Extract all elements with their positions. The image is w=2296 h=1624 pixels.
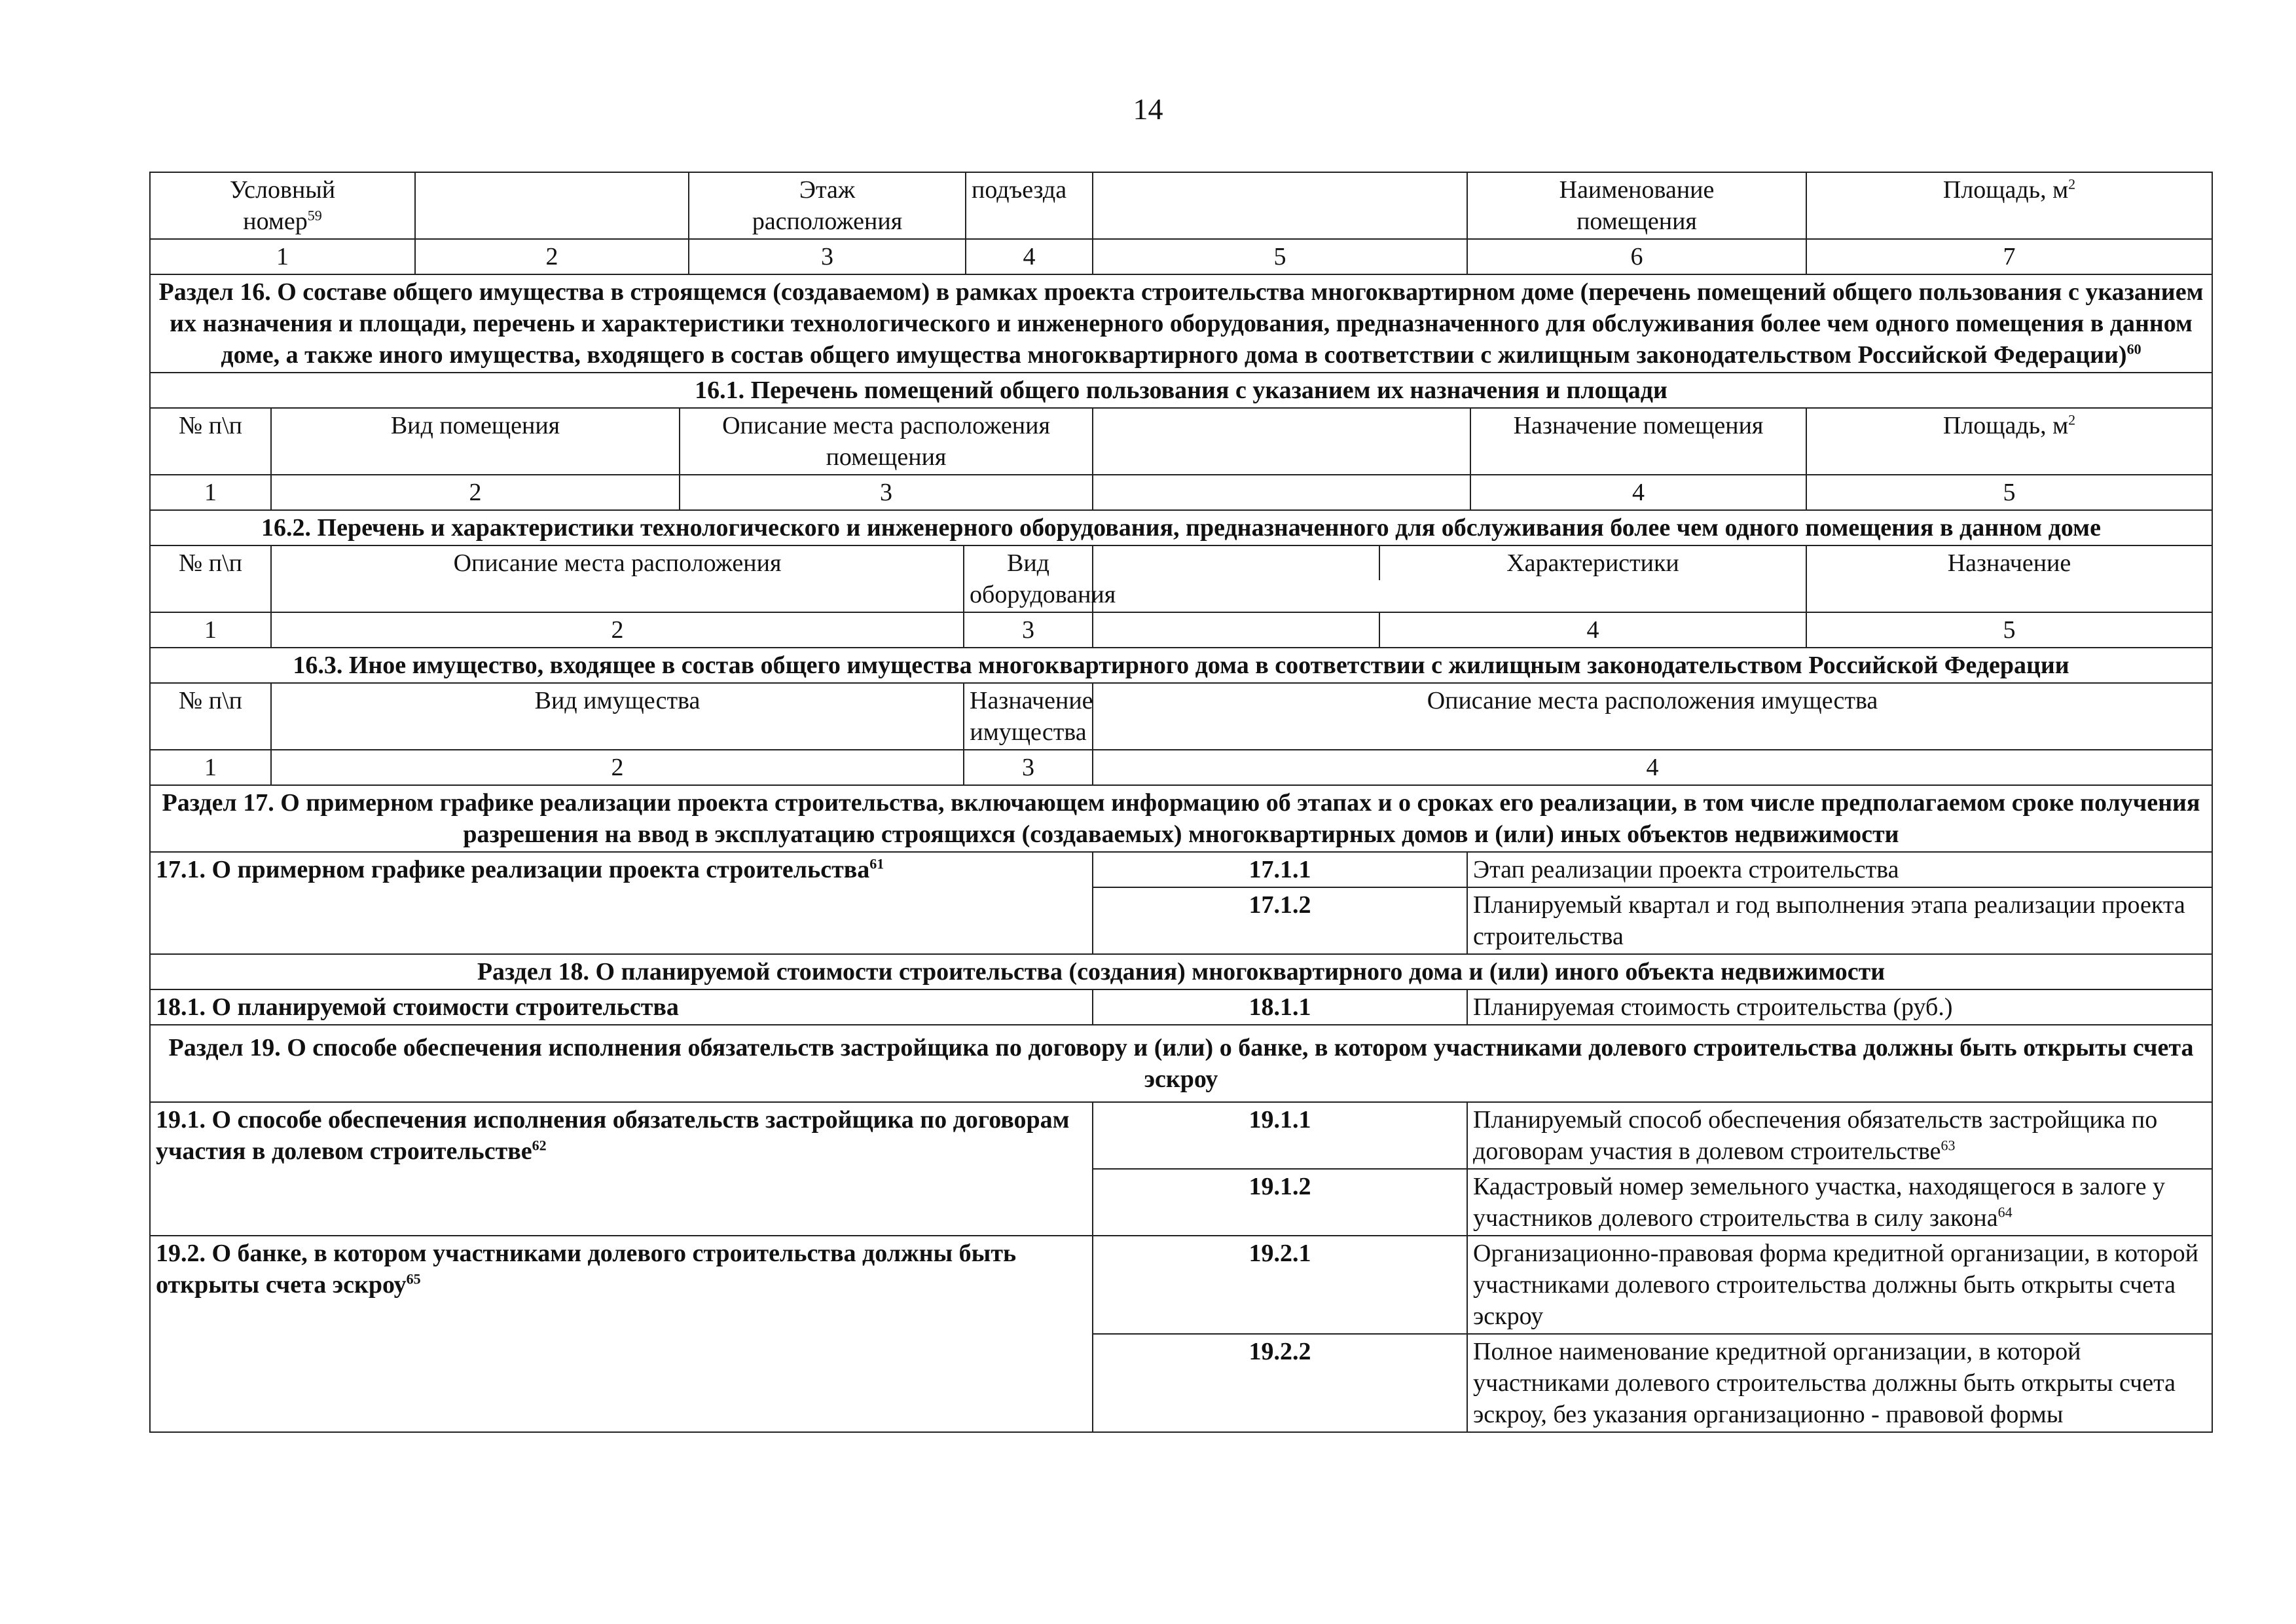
- num-cell: 2 3: [271, 612, 1093, 648]
- subsection-16-1-row: [150, 373, 2212, 408]
- subsection-16-3-row: [150, 648, 2212, 683]
- section-18-title: Раздел 18. О планируемой стоимости строительства (создания) многоквартирного дома и (или) иного объекта недвижимости: [150, 954, 2212, 989]
- table-16-1-header: [150, 408, 2212, 475]
- code-cell: 18.1.1: [1093, 989, 1467, 1025]
- code-cell: 19.1.2: [1093, 1169, 1467, 1236]
- header-num-cell: 6: [1467, 239, 1806, 274]
- page-number: 14: [1133, 92, 1163, 126]
- section-17-row: [150, 785, 2212, 852]
- text-cell: Планируемый квартал и год выполнения этапа реализации проекта строительства: [1467, 887, 2212, 954]
- num-cell: 1: [150, 750, 271, 785]
- header-row: [150, 172, 2212, 239]
- header-cell-floor: Этаж расположения: [689, 173, 966, 238]
- table-16-2-header: [150, 545, 2212, 612]
- num-cell: 4: [1470, 475, 1806, 510]
- registry-table: [149, 172, 2213, 1433]
- subsection-16-2-row: [150, 510, 2212, 545]
- num-cell: 5: [1806, 475, 2212, 510]
- column-header: Площадь, $м^2$: [1806, 408, 2212, 475]
- section-19-row-3: [150, 1236, 2212, 1334]
- column-header: Описание места расположения Вид оборудования: [271, 545, 1093, 612]
- header-cell-blank2: [1093, 172, 1467, 239]
- section-19-title: Раздел 19. О способе обеспечения исполнения обязательств застройщика по договору и (или) о банке, в котором участниками долевого строительства должны быть открыты счета эскроу: [150, 1025, 2212, 1102]
- section-17-title: Раздел 17. О примерном графике реализации проекта строительства, включающем информацию об этапах и о сроках его реализации, в том числе предполагаемом сроке получения разрешения на ввод в эксплуатацию строящихся (создаваемых) многоквартирных домов и (или) иных объектов недвижимости: [150, 785, 2212, 852]
- num-cell: 2 3: [271, 475, 1093, 510]
- column-header: Назначение помещения: [1470, 408, 1806, 475]
- num-cell: 1: [150, 612, 271, 648]
- code-cell: 19.2.2: [1093, 1334, 1467, 1432]
- table-16-1-numbers: [150, 475, 2212, 510]
- code-cell: 19.2.1: [1093, 1236, 1467, 1334]
- num-cell: 1: [150, 475, 271, 510]
- num-cell: 4: [1093, 612, 1806, 648]
- num-cell: 4: [1093, 750, 2212, 785]
- column-header: № п\п: [150, 408, 271, 475]
- section-16-row: [150, 274, 2212, 373]
- text-cell: Кадастровый номер земельного участка, находящегося в залоге у участников долевого строительства в силу закона$^{64}$: [1467, 1169, 2212, 1236]
- column-header: № п\п: [150, 683, 271, 750]
- section-18-row: [150, 954, 2212, 989]
- header-num-cell: 2 3 4: [415, 239, 1093, 274]
- text-cell: Организационно-правовая форма кредитной организации, в которой участниками долевого строительства должны быть открыты счета эскроу: [1467, 1236, 2212, 1334]
- section-16-title: Раздел 16. О составе общего имущества в строящемся (создаваемом) в рамках проекта строительства многоквартирном доме (перечень помещений общего пользования с указанием их назначения и площади, перечень и характеристики технологического и инженерного оборудования, предназначенного для обслуживания более чем одного помещения в данном доме, а также иного имущества, входящего в состав общего имущества многоквартирного дома в соответствии с жилищным законодательством Российской Федерации)$^{60}$: [150, 274, 2212, 373]
- code-cell: 19.1.1: [1093, 1102, 1467, 1169]
- subsection-16-1-title: 16.1. Перечень помещений общего пользования с указанием их назначения и площади: [150, 373, 2212, 408]
- text-cell: Этап реализации проекта строительства: [1467, 852, 2212, 887]
- table-16-3-numbers: [150, 750, 2212, 785]
- subsection-16-3-title: 16.3. Иное имущество, входящее в состав общего имущества многоквартирного дома в соответствии с жилищным законодательством Российской Федерации: [150, 648, 2212, 683]
- num-cell: 2 3: [271, 750, 1093, 785]
- section-17-1-label: 17.1. О примерном графике реализации проекта строительства$^{61}$: [150, 852, 1093, 954]
- header-num-cell: 1: [150, 239, 415, 274]
- column-header: Вид имущества Назначение имущества: [271, 683, 1093, 750]
- section-19-2-label: 19.2. О банке, в котором участниками долевого строительства должны быть открыты счета эскроу$^{65}$: [150, 1236, 1093, 1432]
- header-num-cell: 7: [1806, 239, 2212, 274]
- text-cell: Планируемая стоимость строительства (руб.): [1467, 989, 2212, 1025]
- header-num-cell: 5: [1093, 239, 1467, 274]
- section-19-row-1: [150, 1102, 2212, 1169]
- code-cell: 17.1.1: [1093, 852, 1467, 887]
- column-header: Характеристики: [1093, 545, 1806, 612]
- table-16-2-numbers: [150, 612, 2212, 648]
- section-17-row-1: [150, 852, 2212, 887]
- table-16-3-header: [150, 683, 2212, 750]
- text-cell: Полное наименование кредитной организации, в которой участниками долевого строительства должны быть открыты счета эскроу, без указания организационно - правовой формы: [1467, 1334, 2212, 1432]
- header-number-row: [150, 239, 2212, 274]
- text-cell: Планируемый способ обеспечения обязательств застройщика по договорам участия в долевом строительстве$^{63}$: [1467, 1102, 2212, 1169]
- num-cell: [1093, 475, 1470, 510]
- section-19-row: [150, 1025, 2212, 1102]
- column-header: Назначение: [1806, 545, 2212, 612]
- column-header: № п\п: [150, 545, 271, 612]
- column-header: Описание места расположения имущества: [1093, 683, 2212, 750]
- code-cell: 17.1.2: [1093, 887, 1467, 954]
- header-cell-conditional-number: Условный номер$^{59}$: [150, 172, 415, 239]
- section-18-row-1: [150, 989, 2212, 1025]
- section-18-1-label: 18.1. О планируемой стоимости строительства: [150, 989, 1093, 1025]
- header-cell-area: Площадь, $м^2$: [1806, 172, 2212, 239]
- header-cell-entrance: подъезда: [972, 176, 1067, 204]
- column-header: [1093, 408, 1470, 475]
- header-cell-blank: [415, 172, 1093, 239]
- header-cell-room-name: Наименование помещения: [1467, 172, 1806, 239]
- subsection-16-2-title: 16.2. Перечень и характеристики технологического и инженерного оборудования, предназначенного для обслуживания более чем одного помещения в данном доме: [150, 510, 2212, 545]
- num-cell: 5: [1806, 612, 2212, 648]
- column-header: Вид помещения Описание места расположения помещения: [271, 408, 1093, 475]
- section-19-1-label: 19.1. О способе обеспечения исполнения обязательств застройщика по договорам участия в долевом строительстве$^{62}$: [150, 1102, 1093, 1236]
